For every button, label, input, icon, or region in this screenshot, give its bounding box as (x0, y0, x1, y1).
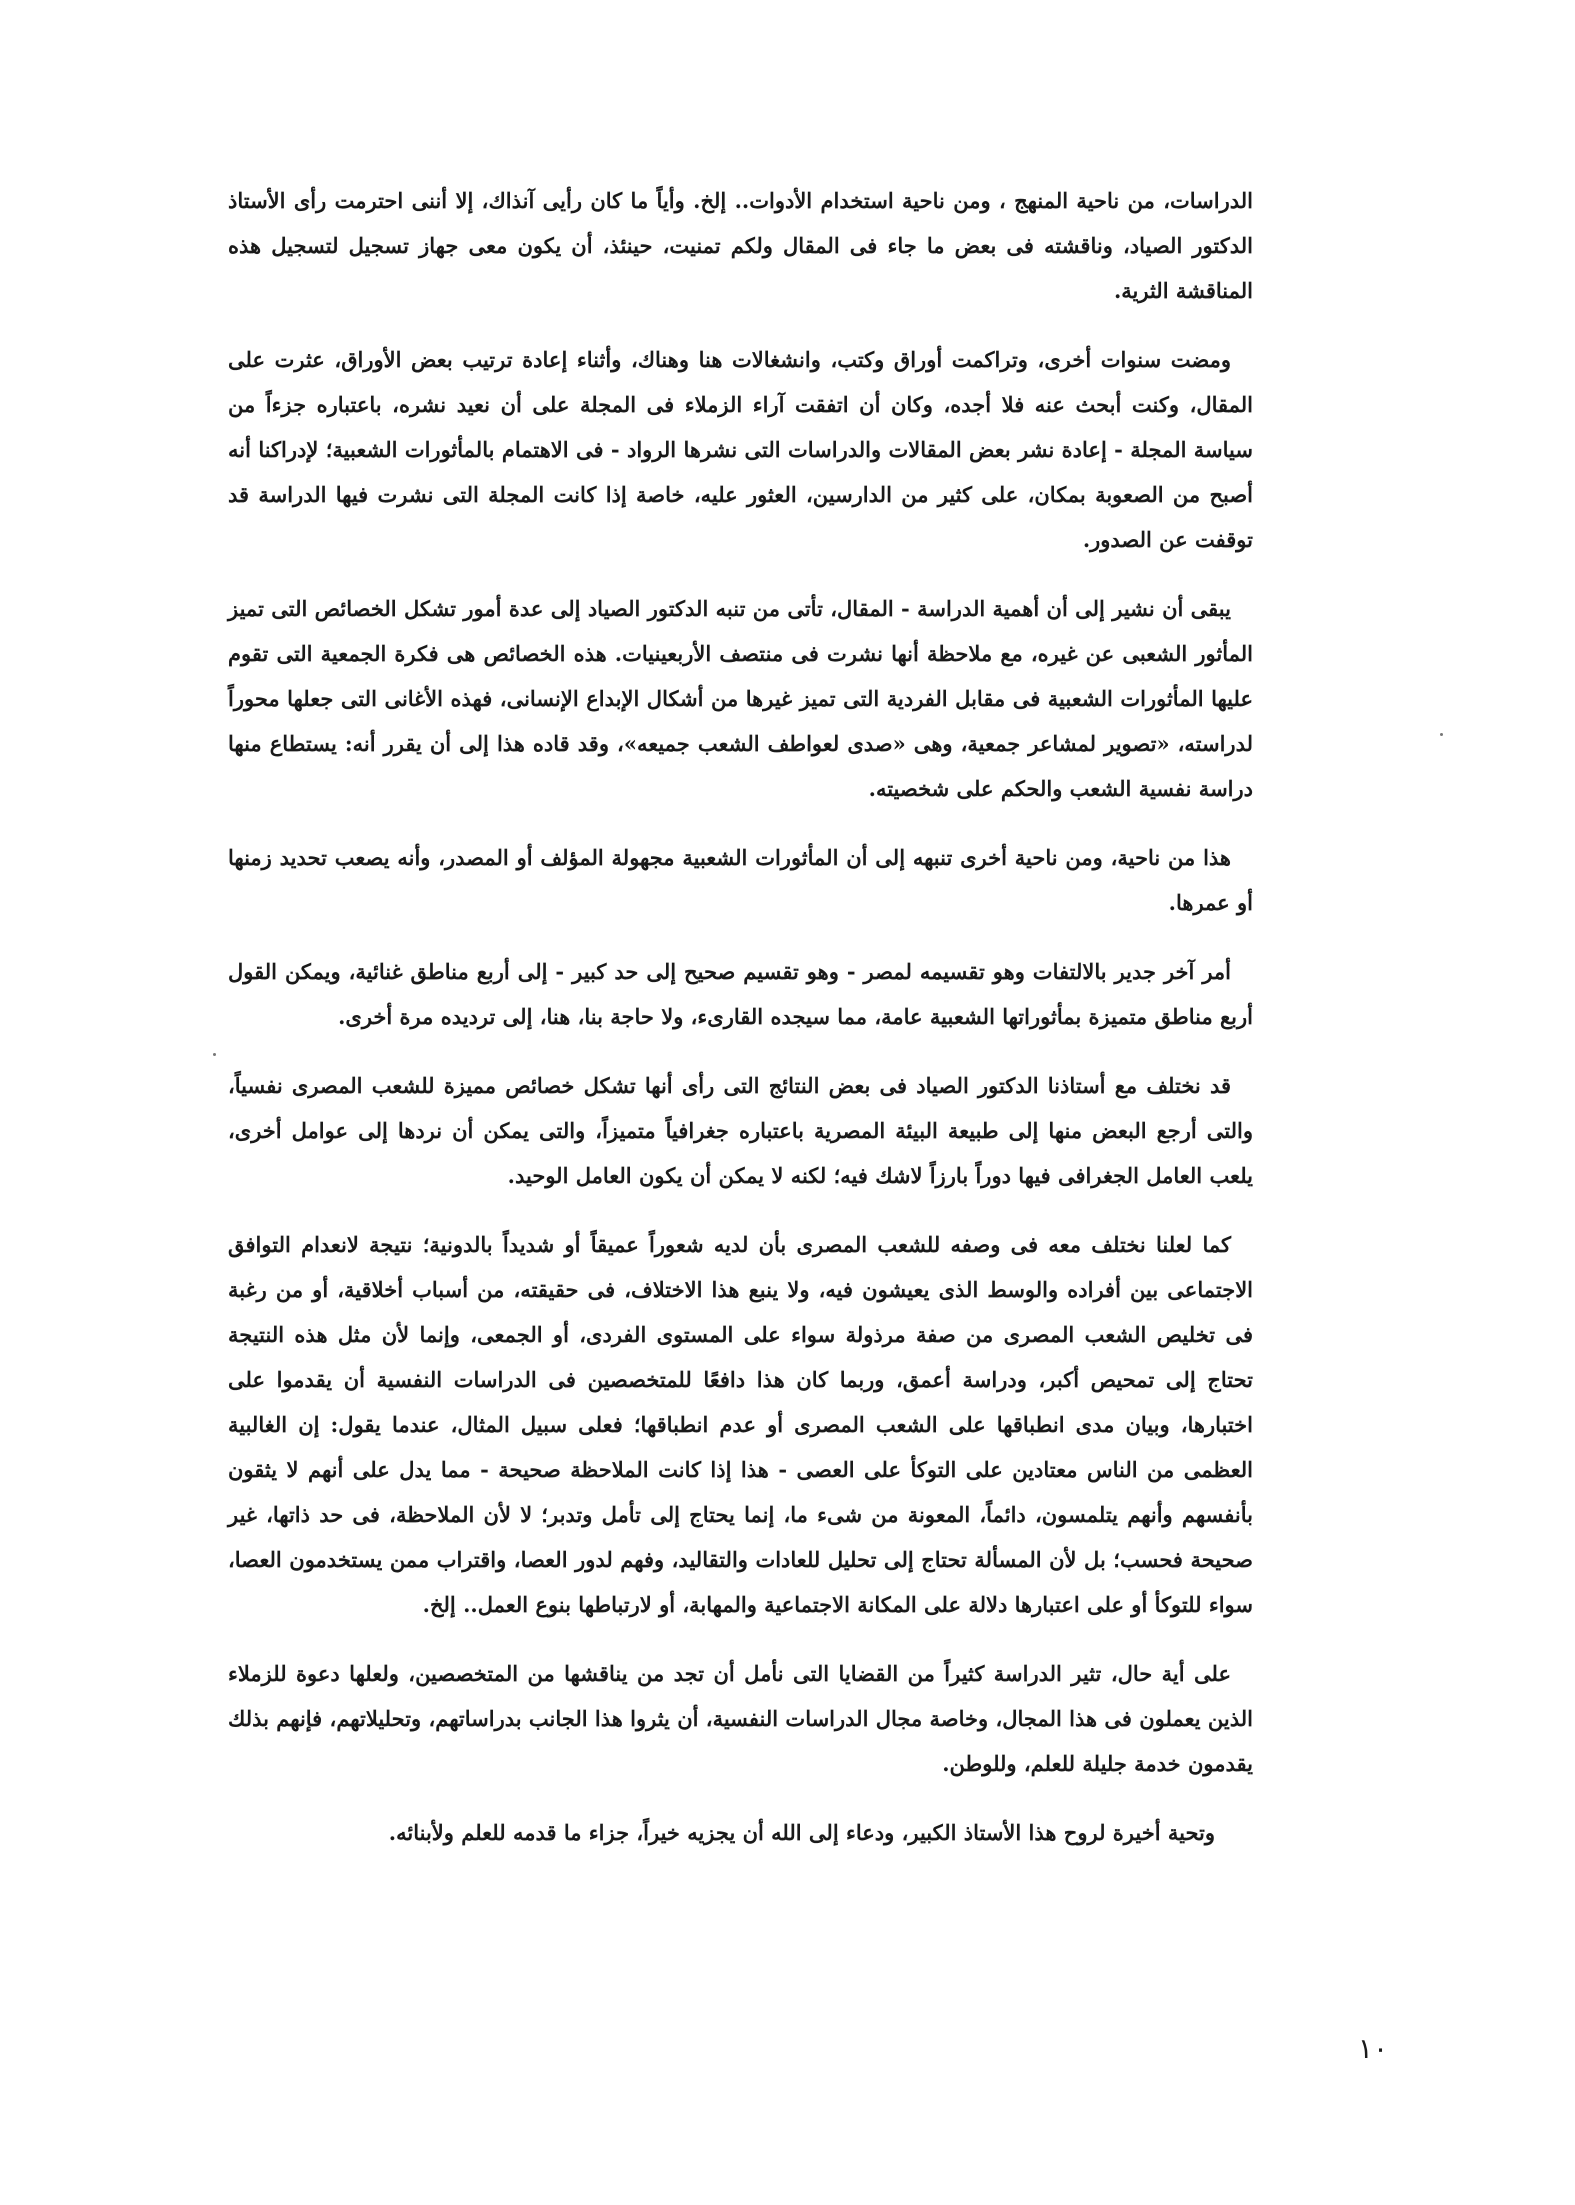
paragraph-8: على أية حال، تثير الدراسة كثيراً من القضايا التى نأمل أن تجد من يناقشها من المتخصصين، ولعلها دعوة للزملاء الذين يعملون فى هذا المجال، وخاصة مجال الدراسات النفسية، أن يثروا هذا الجانب بدراساتهم، وتحليلاتهم، فإنهم بذلك يقدمون خدمة جليلة للعلم، وللوطن. (228, 1661, 1253, 1776)
page-number: ١٠ (1357, 2032, 1388, 2065)
paragraph-2: ومضت سنوات أخرى، وتراكمت أوراق وكتب، وانشغالات هنا وهناك، وأثناء إعادة ترتيب بعض الأوراق، عثرت على المقال، وكنت أبحث عنه فلا أجده، وكان أن اتفقت آراء الزملاء فى المجلة على أن نعيد نشره، باعتباره جزءاً من سياسة المجلة - إعادة نشر بعض المقالات والدراسات التى نشرها الرواد - فى الاهتمام بالمأثورات الشعبية؛ لإدراكنا أنه أصبح من الصعوبة بمكان، على كثير من الدارسين، العثور عليه، خاصة إذا كانت المجلة التى نشرت فيها الدراسة قد توقفت عن الصدور. (228, 347, 1253, 552)
paragraph-3: يبقى أن نشير إلى أن أهمية الدراسة - المقال، تأتى من تنبه الدكتور الصياد إلى عدة أمور تشكل الخصائص التى تميز المأثور الشعبى عن غيره، مع ملاحظة أنها نشرت فى منتصف الأربعينيات. هذه الخصائص هى فكرة الجمعية التى تقوم عليها المأثورات الشعبية فى مقابل الفردية التى تميز غيرها من أشكال الإبداع الإنسانى، فهذه الأغانى التى جعلها محوراً لدراسته، «تصوير لمشاعر جمعية، وهى «صدى لعواطف الشعب جميعه»، وقد قاده هذا إلى أن يقرر أنه: يستطاع منها دراسة نفسية الشعب والحكم على شخصيته. (228, 596, 1253, 801)
paragraph-1: الدراسات، من ناحية المنهج ، ومن ناحية استخدام الأدوات.. إلخ. وأياً ما كان رأيى آنذاك، إلا أننى احترمت رأى الأستاذ الدكتور الصياد، وناقشته فى بعض ما جاء فى المقال ولكم تمنيت، حينئذ، أن يكون معى جهاز تسجيل لتسجيل هذه المناقشة الثرية. (228, 188, 1253, 303)
paragraph-7: كما لعلنا نختلف معه فى وصفه للشعب المصرى بأن لديه شعوراً عميقاً أو شديداً بالدونية؛ نتيجة لانعدام التوافق الاجتماعى بين أفراده والوسط الذى يعيشون فيه، ولا ينبع هذا الاختلاف، فى حقيقته، من أسباب أخلاقية، أو من رغبة فى تخليص الشعب المصرى من صفة مرذولة سواء على المستوى الفردى، أو الجمعى، وإنما لأن مثل هذه النتيجة تحتاج إلى تمحيص أكبر، ودراسة أعمق، وربما كان هذا دافعًا للمتخصصين فى الدراسات النفسية أن يقدموا على اختبارها، وبيان مدى انطباقها على الشعب المصرى أو عدم انطباقها؛ فعلى سبيل المثال، عندما يقول: إن الغالبية العظمى من الناس معتادين على التوكأ على العصى - هذا إذا كانت الملاحظة صحيحة - مما يدل على أنهم لا يثقون بأنفسهم وأنهم يتلمسون، دائماً، المعونة من شىء ما، إنما يحتاج إلى تأمل وتدبر؛ لا لأن الملاحظة، فى حد ذاتها، غير صحيحة فحسب؛ بل لأن المسألة تحتاج إلى تحليل للعادات والتقاليد، وفهم لدور العصا، واقتراب ممن يستخدمون العصا، سواء للتوكأ أو على اعتبارها دلالة على المكانة الاجتماعية والمهابة، أو لارتباطها بنوع العمل.. إلخ. (228, 1232, 1253, 1617)
scan-speck (213, 1053, 216, 1056)
paragraph-6: قد نختلف مع أستاذنا الدكتور الصياد فى بعض النتائج التى رأى أنها تشكل خصائص مميزة للشعب المصرى نفسياً، والتى أرجع البعض منها إلى طبيعة البيئة المصرية باعتباره جغرافياً متميزاً، والتى يمكن أن نردها إلى عوامل أخرى، يلعب العامل الجغرافى فيها دوراً بارزاً لاشك فيه؛ لكنه لا يمكن أن يكون العامل الوحيد. (228, 1073, 1253, 1188)
paragraph-5: أمر آخر جدير بالالتفات وهو تقسيمه لمصر - وهو تقسيم صحيح إلى حد كبير - إلى أربع مناطق غنائية، ويمكن القول أربع مناطق متميزة بمأثوراتها الشعبية عامة، مما سيجده القارىء، ولا حاجة بنا، هنا، إلى ترديده مرة أخرى. (228, 959, 1253, 1029)
paragraph-9: وتحية أخيرة لروح هذا الأستاذ الكبير، ودعاء إلى الله أن يجزيه خيراً، جزاء ما قدمه للعلم ولأبنائه. (388, 1820, 1215, 1845)
document-body (228, 178, 1253, 1879)
scan-speck (1440, 733, 1443, 736)
paragraph-4: هذا من ناحية، ومن ناحية أخرى تنبهه إلى أن المأثورات الشعبية مجهولة المؤلف أو المصدر، وأنه يصعب تحديد زمنها أو عمرها. (228, 845, 1253, 915)
